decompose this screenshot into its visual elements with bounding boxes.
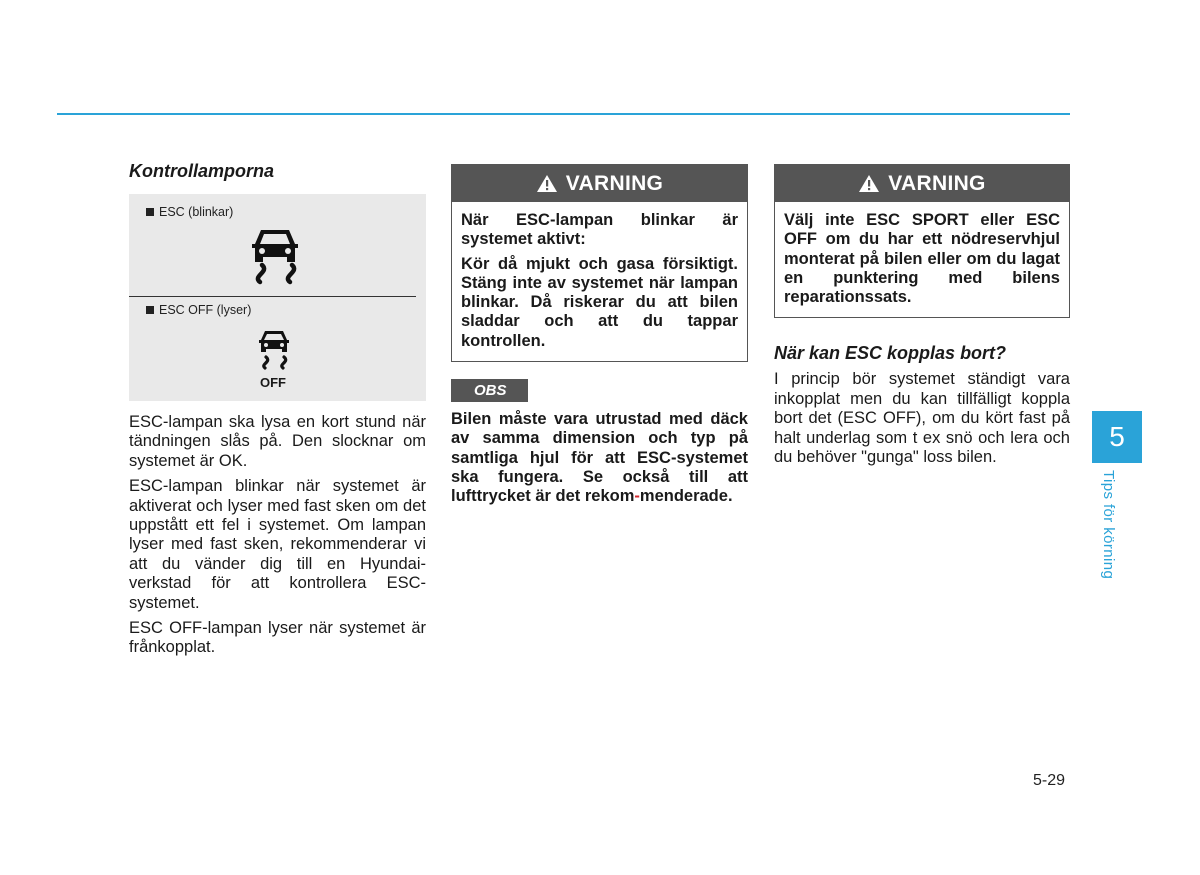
warning-triangle-icon bbox=[858, 174, 880, 193]
section-heading-esc-off: När kan ESC kopplas bort? bbox=[774, 343, 1007, 364]
top-rule bbox=[57, 113, 1070, 115]
lamp-label-esc: ESC (blinkar) bbox=[146, 205, 233, 219]
warning-paragraph-2: Kör då mjukt och gasa försiktigt. Stäng inte av systemet när lampan blinkar. Då riskerar du att bilen sladdar och att du tappar kontrollen. bbox=[461, 254, 738, 350]
hyphen: - bbox=[634, 487, 640, 506]
obs-text: Bilen måste vara utrustad med däck av samma dimension och typ på samtliga hjul för att ESC-systemet ska fungera. Se också till att lufttrycket är det rekom-menderade. bbox=[451, 410, 748, 506]
paragraph-esc-off: I princip bör systemet ständigt vara inkopplat men du kan tillfälligt koppla bort det (ESC OFF), om du kört fast på halt underlag som t ex snö och lera och du behöver "gunga" loss bilen. bbox=[774, 370, 1070, 467]
warning-paragraph-1: När ESC-lampan blinkar är systemet aktivt: bbox=[461, 211, 738, 249]
obs-tag: OBS bbox=[451, 379, 528, 402]
page-number: 5-29 bbox=[1033, 772, 1066, 789]
left-column bbox=[129, 160, 426, 664]
esc-off-skid-car-icon bbox=[256, 328, 292, 372]
warning-header bbox=[775, 165, 1069, 202]
warning-header bbox=[452, 165, 747, 202]
warning-box-esc-off bbox=[774, 164, 1070, 318]
warning-box-esc-blink bbox=[451, 164, 748, 362]
middle-column bbox=[451, 164, 748, 507]
lamp-label-esc-off: ESC OFF (lyser) bbox=[146, 303, 251, 317]
paragraph-3: ESC OFF-lampan lyser när systemet är frånkopplat. bbox=[129, 619, 426, 657]
esc-skid-car-icon bbox=[247, 226, 303, 286]
paragraph-1: ESC-lampan ska lysa en kort stund när tändningen slås på. Den slocknar om systemet är OK. bbox=[129, 413, 426, 470]
warning-title: VARNING bbox=[888, 171, 986, 195]
chapter-label: Tips för körning bbox=[1100, 470, 1117, 580]
warning-body bbox=[452, 202, 747, 361]
paragraph-2: ESC-lampan blinkar när systemet är aktiverat och lyser med fast sken om det uppstått ett fel i systemet. Om lampan lyser med fast sken, rekommenderar vi att du vänder dig till en Hyundai-verkstad för att kontrollera ESC-systemet. bbox=[129, 477, 426, 612]
warning-title: VARNING bbox=[565, 171, 664, 195]
section-heading-indicators: Kontrollamporna bbox=[129, 161, 275, 181]
warning-paragraph-1: Välj inte ESC SPORT eller ESC OFF om du har ett nödreservhjul monterat på bilen eller om du lagat en punktering med bilens reparationssats. bbox=[784, 211, 1060, 307]
warning-triangle-icon bbox=[536, 174, 558, 193]
lamp-divider bbox=[129, 296, 416, 297]
chapter-tab: 5 bbox=[1092, 411, 1142, 463]
esc-off-icon-text: OFF bbox=[260, 375, 286, 390]
indicator-lamp-panel bbox=[129, 194, 426, 401]
right-column bbox=[774, 164, 1070, 474]
warning-body bbox=[775, 202, 1069, 317]
